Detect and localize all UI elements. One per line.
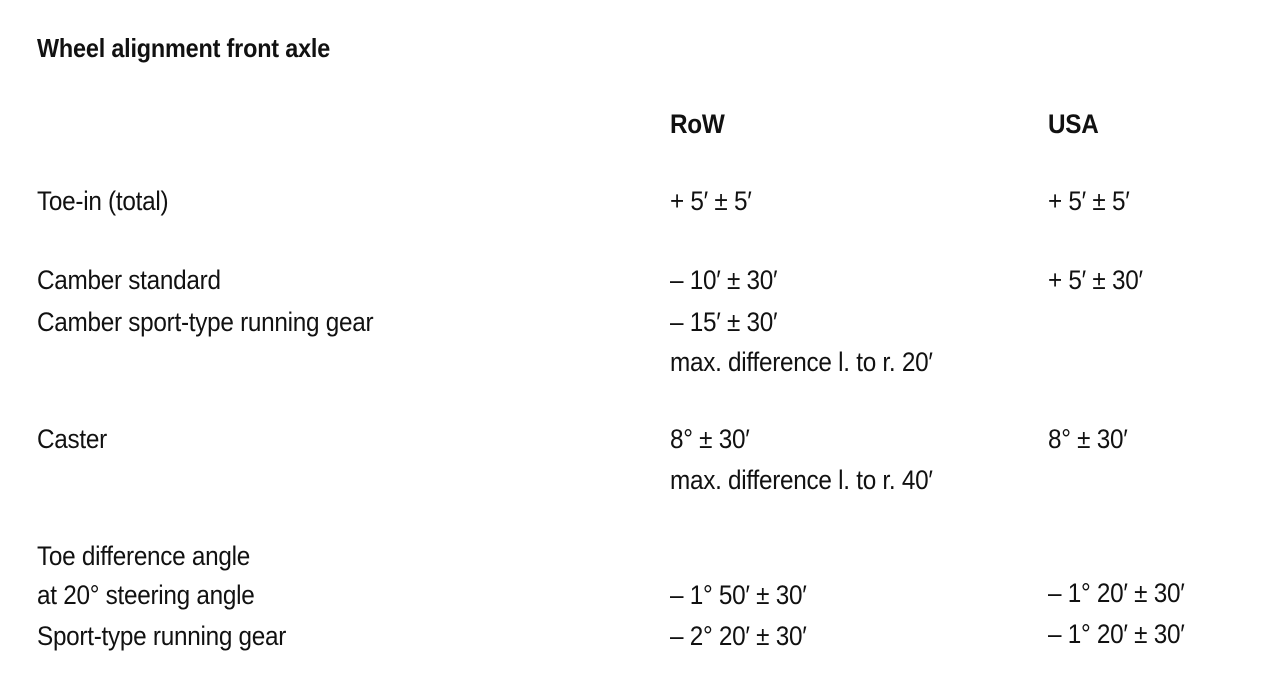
label-camber-sport: Camber sport-type running gear (37, 307, 374, 337)
label-toe-difference-angle: Toe difference angle (37, 541, 251, 571)
value-toe-diff-sport-usa: – 1° 20′ ± 30′ (1048, 619, 1185, 649)
camber-max-difference-note: max. difference l. to r. 20′ (670, 347, 933, 377)
value-toe-diff-sport-row: – 2° 20′ ± 30′ (670, 621, 807, 651)
value-caster-row: 8° ± 30′ (670, 424, 750, 454)
value-camber-sport-row: – 15′ ± 30′ (670, 307, 778, 337)
value-toe-diff-usa: – 1° 20′ ± 30′ (1048, 578, 1185, 608)
value-caster-usa: 8° ± 30′ (1048, 424, 1128, 454)
column-header-row: RoW (670, 109, 725, 139)
label-caster: Caster (37, 424, 107, 454)
value-camber-standard-usa: + 5′ ± 30′ (1048, 265, 1143, 295)
label-camber-standard: Camber standard (37, 265, 221, 295)
label-steering-angle: at 20° steering angle (37, 580, 255, 610)
page-title: Wheel alignment front axle (37, 33, 331, 63)
label-toe-in: Toe-in (total) (37, 186, 169, 216)
label-sport-type-running-gear: Sport-type running gear (37, 621, 287, 651)
value-toe-diff-row: – 1° 50′ ± 30′ (670, 580, 807, 610)
value-camber-standard-row: – 10′ ± 30′ (670, 265, 778, 295)
column-header-usa: USA (1048, 109, 1099, 139)
caster-max-difference-note: max. difference l. to r. 40′ (670, 465, 933, 495)
value-toe-in-usa: + 5′ ± 5′ (1048, 186, 1130, 216)
value-toe-in-row: + 5′ ± 5′ (670, 186, 752, 216)
